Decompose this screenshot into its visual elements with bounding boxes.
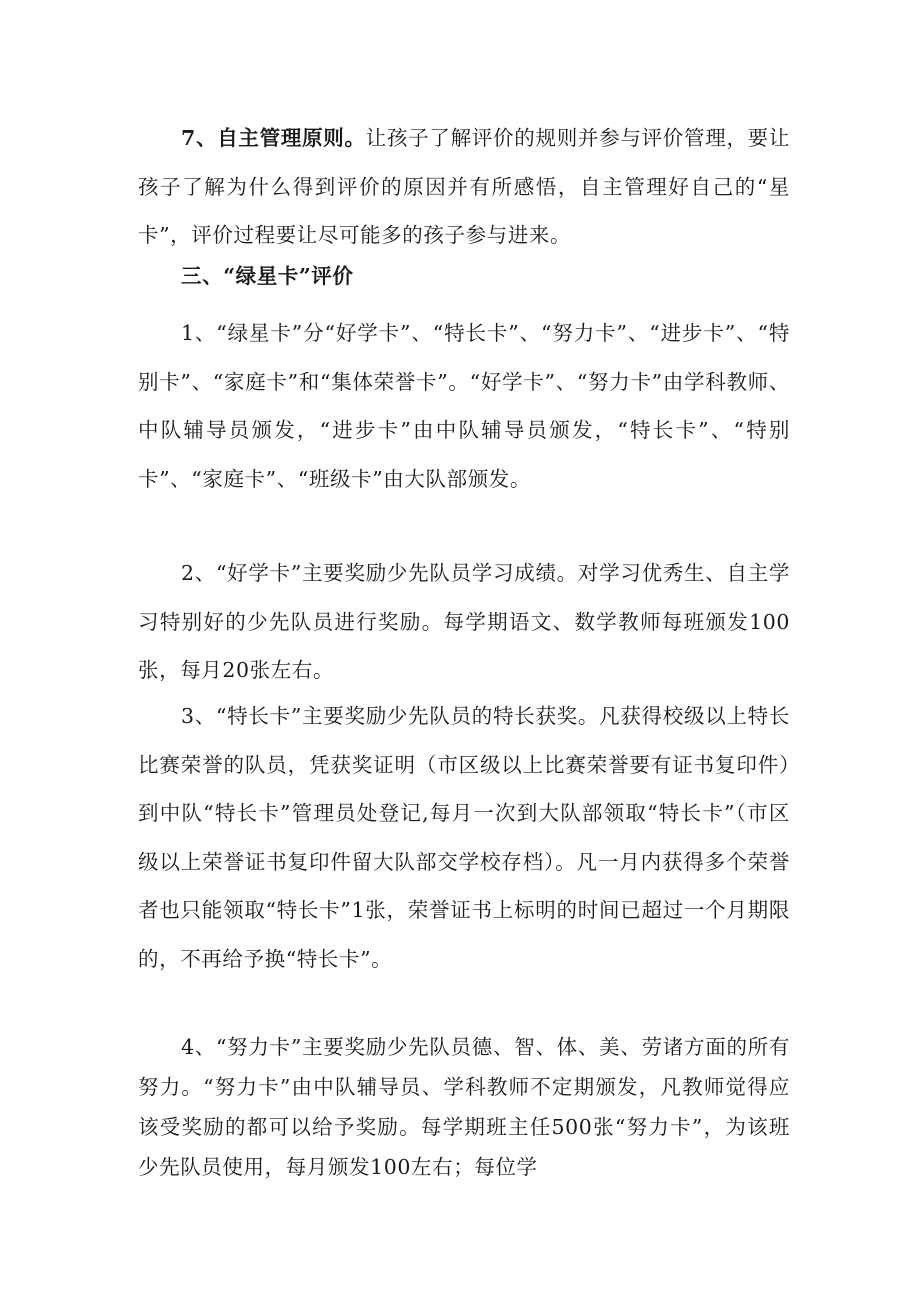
- item-1-paragraph: 1、“绿星卡”分“好学卡”、“特长卡”、“努力卡”、“进步卡”、“特别卡”、“家庭卡”和“集体荣誉卡”。“好学卡”、“努力卡”由学科教师、中队辅导员颁发，“进步卡”由中队辅导员颁发，“特长卡”、“特别卡”、“家庭卡”、“班级卡”由大队部颁发。: [138, 321, 790, 491]
- principle-7-paragraph: [138, 114, 790, 260]
- principle-7-body: 让孩子了解评价的规则并参与评价管理，要让孩子了解为什么得到评价的原因并有所感悟，自主管理好自己的“星卡”，评价过程要让尽可能多的孩子参与进来。: [138, 126, 790, 247]
- item-2-paragraph: 2、“好学卡”主要奖励少先队员学习成绩。对学习优秀生、自主学习特别好的少先队员进行奖励。每学期语文、数学教师每班颁发100张，每月20张左右。: [138, 561, 790, 682]
- section-3-heading: 三、“绿星卡”评价: [181, 264, 354, 288]
- item-4-paragraph: 4、“努力卡”主要奖励少先队员德、智、体、美、劳诸方面的所有努力。“努力卡”由中队辅导员、学科教师不定期颁发，凡教师觉得应该受奖励的都可以给予奖励。每学期班主任500张“努力卡”，为该班少先队员使用，每月颁发100左右；每位学: [138, 1035, 790, 1179]
- principle-7-heading: 7、自主管理原则。: [181, 126, 366, 150]
- item-3-paragraph: 3、“特长卡”主要奖励少先队员的特长获奖。凡获得校级以上特长比赛荣誉的队员，凭获奖证明（市区级以上比赛荣誉要有证书复印件）到中队“特长卡”管理员处登记,每月一次到大队部领取“特长卡”（市区级以上荣誉证书复印件留大队部交学校存档）。凡一月内获得多个荣誉者也只能领取“特长卡”1张，荣誉证书上标明的时间已超过一个月期限的，不再给予换“特长卡”。: [138, 704, 790, 971]
